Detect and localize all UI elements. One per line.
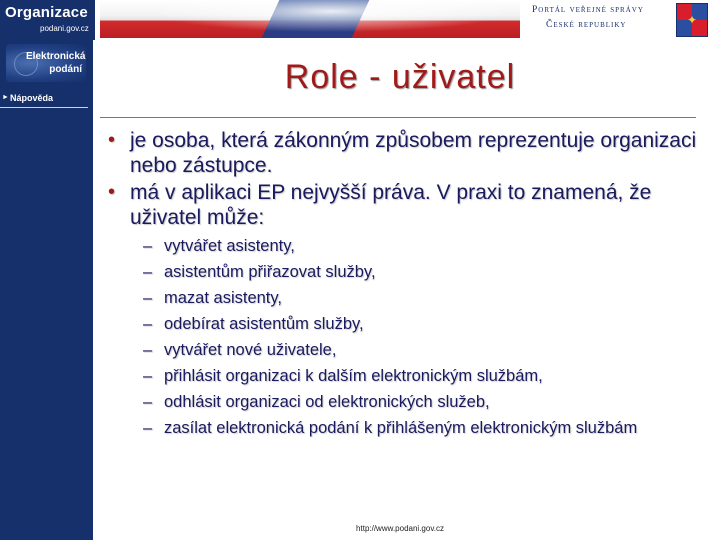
sub-bullet-text: vytvářet asistenty,: [164, 237, 295, 255]
sub-bullet-text: asistentům přiřazovat služby,: [164, 263, 376, 281]
sidebar-item-help[interactable]: [0, 93, 88, 108]
sub-bullet-text: zasílat elektronická podání k přihlášeným elektronickým službám: [164, 419, 638, 437]
bullet-item: [108, 180, 708, 230]
ep-label-line2: podání: [49, 64, 82, 75]
lion-icon: ✦: [686, 13, 698, 27]
electronic-submission-button[interactable]: [6, 44, 86, 82]
flag-wave-highlight: [100, 0, 520, 38]
sidebar: [0, 40, 93, 540]
slide-title: Role - uživatel: [284, 58, 516, 96]
czech-coat-of-arms-icon: [676, 3, 708, 37]
sub-bullet-text: odhlásit organizaci od elektronických služeb,: [164, 393, 490, 411]
sub-bullet-text: odebírat asistentům služby,: [164, 315, 364, 333]
sub-bullet-text: mazat asistenty,: [164, 289, 282, 307]
sub-bullet-text: vytvářet nové uživatele,: [164, 341, 337, 359]
sub-bullet-item: [143, 236, 703, 257]
sub-bullet-item: [143, 288, 703, 309]
title-divider: [100, 117, 696, 118]
sub-bullet-item: [143, 366, 703, 387]
dash-marker: –: [143, 367, 153, 385]
portal-title-line2: České republiky: [546, 20, 627, 30]
footer-url-link[interactable]: http://www.podani.gov.cz: [356, 524, 444, 533]
sidebar-item-help-label: Nápověda: [10, 93, 54, 103]
dash-marker: –: [143, 315, 153, 333]
bullet-marker: •: [108, 129, 116, 151]
brand-subtitle: podani.gov.cz: [40, 24, 89, 33]
dash-marker: –: [143, 393, 153, 411]
sub-bullet-list: [143, 236, 703, 444]
portal-title: [532, 3, 644, 33]
sub-bullet-item: [143, 392, 703, 413]
sub-bullet-text: přihlásit organizaci k dalším elektronickým službám,: [164, 367, 543, 385]
dash-marker: –: [143, 341, 153, 359]
brand-title: Organizace: [5, 4, 88, 21]
dash-marker: –: [143, 289, 153, 307]
brand-block[interactable]: [0, 0, 95, 40]
portal-title-line1: Portál veřejné správy: [532, 5, 644, 15]
czech-flag-banner: [100, 0, 520, 38]
bullet-text: je osoba, která zákonným způsobem reprezentuje organizaci nebo zástupce.: [130, 129, 697, 177]
bullet-text: má v aplikaci EP nejvyšší práva. V praxi to znamená, že uživatel může:: [130, 181, 652, 229]
sub-bullet-item: [143, 262, 703, 283]
bullet-list: [108, 128, 708, 232]
top-banner: [0, 0, 720, 40]
electronic-submission-label: [26, 50, 86, 76]
sub-bullet-item: [143, 314, 703, 335]
bullet-item: [108, 128, 708, 178]
sub-bullet-item: [143, 340, 703, 361]
sub-bullet-item: [143, 418, 703, 439]
ep-label-line1: Elektronická: [26, 51, 86, 62]
bullet-marker: •: [108, 181, 116, 203]
dash-marker: –: [143, 263, 153, 281]
dash-marker: –: [143, 419, 153, 437]
arrow-right-icon: ►: [2, 94, 9, 101]
dash-marker: –: [143, 237, 153, 255]
